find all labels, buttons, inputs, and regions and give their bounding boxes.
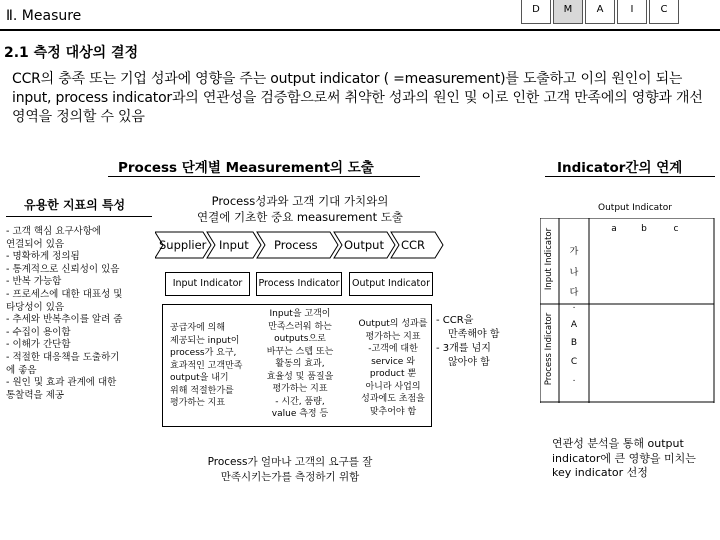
phase-tab-c[interactable]: C (649, 0, 679, 24)
input-row-ga: 가 (569, 247, 579, 257)
flow-step-ccr: CCR (401, 238, 426, 252)
process-indicator-description: Input을 고객이 만족스러워 하는 outputs으로 바꾸는 스텝 또는 활동의 효과, 효율성 및 품질을 평가하는 지표 - 시간, 품량, value 측정 등 (266, 309, 334, 419)
list-item: - 명확하게 정의됨 (6, 251, 80, 263)
flow-step-input: Input (219, 238, 249, 252)
output-indicator-description: Output의 성과를 평가하는 지표 -고객에 대한 service 와 product 뿐 아니라 사업의 성과에도 초점을 맞추어야 함 (358, 319, 428, 417)
right-title-underline (545, 176, 715, 177)
input-indicator-description: 공급자에 의해 제공되는 input이 process가 요구, 효과적인 고객만족 output을 내기 위해 적절한가를 평가하는 지표 (170, 323, 243, 408)
process-row-c: C (570, 357, 578, 367)
list-item: - 원인 및 효과 관계에 대한 (6, 377, 117, 389)
process-row-b: B (570, 338, 578, 348)
list-item: - 통계적으로 신뢰성이 있음 (6, 263, 120, 275)
list-item: - 고객 핵심 요구사항에 (6, 226, 102, 237)
flow-step-output: Output (344, 238, 384, 252)
input-row-da: 다 (569, 288, 579, 298)
useful-title-underline (6, 216, 152, 217)
phase-tab-i[interactable]: I (617, 0, 647, 24)
input-indicator-box: Input Indicator (165, 272, 250, 296)
section-title: Ⅱ. Measure (6, 8, 82, 24)
list-item: 통찰력을 제공 (6, 389, 65, 401)
list-item: - 추세와 반복추이를 알려 줌 (6, 314, 123, 326)
input-row-na: 나 (569, 268, 579, 278)
phase-tab-a[interactable]: A (585, 0, 615, 24)
list-item: - 적절한 대응책을 도출하기 (6, 351, 120, 363)
useful-indicator-list (6, 226, 151, 402)
output-indicator-axis-label: Output Indicator (598, 203, 672, 213)
right-panel-title: Indicator간의 연계 (557, 160, 683, 176)
list-item: 연결되어 있음 (6, 238, 65, 250)
column-header-a: a (611, 224, 617, 234)
process-indicator-vertical-label: Process Indicator (544, 312, 554, 386)
flow-step-supplier: Supplier (159, 238, 207, 252)
useful-indicator-title: 유용한 지표의 특성 (24, 198, 126, 212)
column-header-c: c (673, 224, 679, 234)
page-heading: 2.1 측정 대상의 결정 (4, 45, 139, 61)
bottom-caption: Process가 얼마나 고객의 요구를 잘 만족시키는가를 측정하기 위함 (207, 456, 373, 483)
phase-tab-d[interactable]: D (521, 0, 551, 24)
process-row-more: . (572, 374, 576, 384)
header-divider (0, 29, 720, 31)
output-indicator-box: Output Indicator (349, 272, 433, 296)
process-row-a: A (570, 320, 578, 330)
flow-caption: Process성과와 고객 기대 가치와의 연결에 기초한 중요 measurement 도출 (197, 194, 403, 224)
left-panel-title: Process 단계별 Measurement의 도출 (118, 160, 374, 176)
input-row-more: . (572, 301, 576, 311)
process-indicator-box: Process Indicator (256, 272, 342, 296)
left-title-underline (108, 176, 420, 177)
list-item: 타당성이 있음 (6, 301, 65, 313)
list-item: 에 좋음 (6, 364, 37, 376)
list-item: - 수집이 용이함 (6, 326, 71, 338)
list-item: - 프로세스에 대한 대표성 및 (6, 288, 123, 300)
key-indicator-note: 연관성 분석을 통해 output indicator에 큰 영향을 미치는 key indicator 선정 (552, 437, 696, 479)
phase-tab-m[interactable]: M (553, 0, 583, 24)
ccr-description: - CCR을 만족해야 함 - 3개를 넘지 않아야 함 (436, 315, 500, 368)
list-item: - 이해가 간단함 (6, 339, 71, 351)
input-indicator-vertical-label: Input Indicator (544, 227, 554, 291)
column-header-b: b (641, 224, 647, 234)
flow-step-process: Process (274, 238, 318, 252)
intro-paragraph: CCR의 충족 또는 기업 성과에 영향을 주는 output indicator ( =measurement)를 도출하고 이의 원인이 되는 input, process indicator과의 연관성을 검증함으로써 취약한 성과의 원인 및 이로 인한 고객 만족에의 영향과 개선 영역을 정의할 수 있음 (12, 71, 703, 125)
list-item: - 반복 가능함 (6, 276, 62, 288)
